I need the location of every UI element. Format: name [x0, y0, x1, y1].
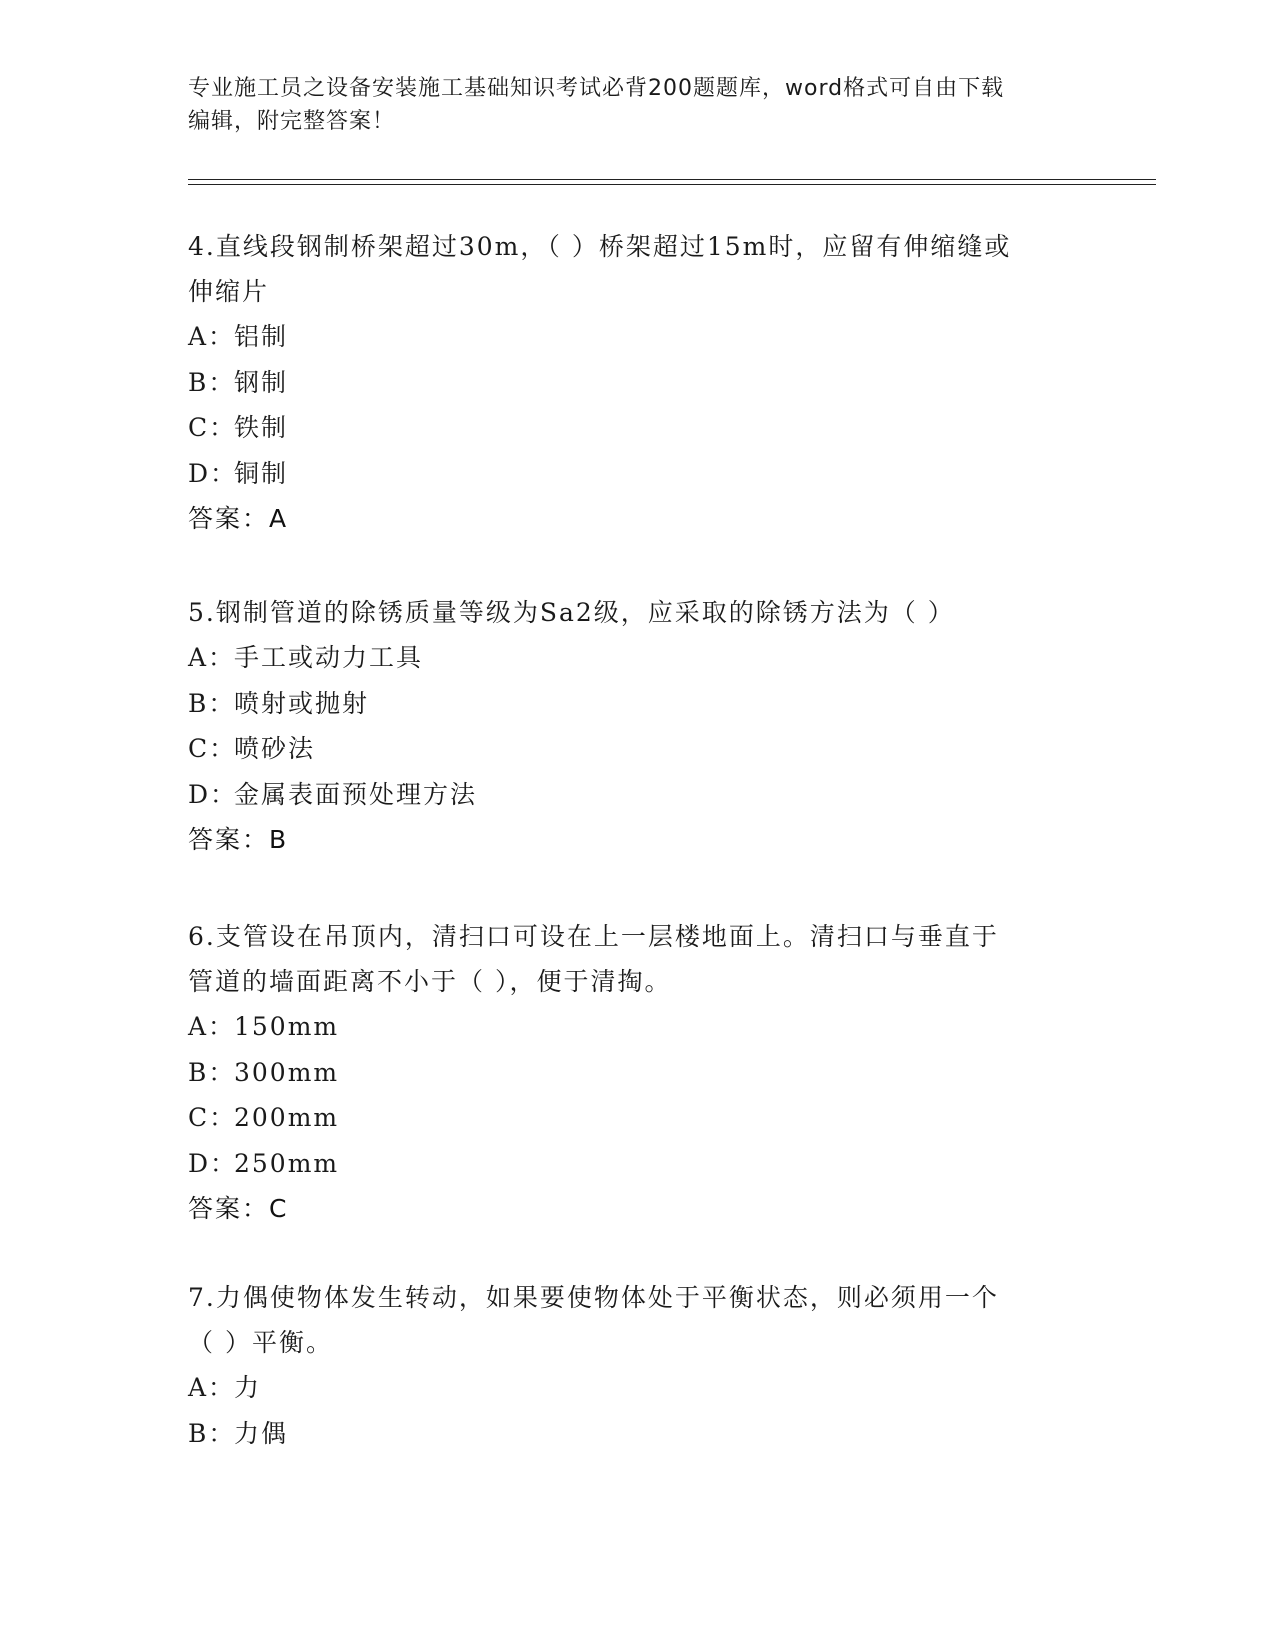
option-text: 钢制 — [234, 367, 289, 397]
option-d — [188, 451, 1068, 497]
answer-line: 答案：B — [188, 825, 289, 854]
option-text: 喷射或抛射 — [234, 688, 370, 718]
option-b — [188, 1050, 1068, 1096]
option-letter: B： — [188, 1057, 236, 1087]
option-a — [188, 314, 1068, 360]
header-title-line-1: 专业施工员之设备安装施工基础知识考试必背200题题库，word格式可自由下载 — [188, 76, 1005, 101]
option-letter: D： — [188, 1148, 238, 1178]
option-letter: B： — [188, 688, 236, 718]
question-block-5 — [188, 590, 1068, 863]
question-text-line-2: 伸缩片 — [188, 277, 270, 306]
question-text-line-1: 7.力偶使物体发生转动，如果要使物体处于平衡状态，则必须用一个 — [188, 1283, 999, 1312]
header-divider-top — [188, 179, 1156, 180]
option-b — [188, 681, 1068, 727]
option-c — [188, 405, 1068, 451]
answer-line: 答案：A — [188, 504, 289, 533]
option-text: 金属表面预处理方法 — [234, 779, 478, 809]
option-text: 250mm — [234, 1148, 340, 1178]
option-text: 铜制 — [234, 458, 289, 488]
question-block-6 — [188, 914, 1068, 1232]
option-text: 铁制 — [234, 413, 289, 442]
option-a — [188, 635, 1068, 681]
question-text-line-2: 管道的墙面距离不小于（ ），便于清掏。 — [188, 967, 672, 996]
answer-line: 答案：C — [188, 1194, 289, 1223]
question-block-7 — [188, 1275, 1068, 1456]
option-d — [188, 1141, 1068, 1187]
option-letter: C： — [188, 413, 237, 442]
option-text: 力偶 — [234, 1418, 289, 1448]
question-text-line-1: 6.支管设在吊顶内，清扫口可设在上一层楼地面上。清扫口与垂直于 — [188, 922, 999, 951]
question-text-line-2: （ ）平衡。 — [188, 1328, 333, 1357]
header-divider-bottom — [188, 184, 1156, 185]
option-text: 喷砂法 — [234, 734, 316, 763]
option-text: 300mm — [234, 1057, 340, 1087]
option-text: 力 — [234, 1373, 262, 1402]
option-letter: A： — [188, 1012, 236, 1041]
option-letter: C： — [188, 734, 237, 763]
question-text-line-1: 5.钢制管道的除锈质量等级为Sa2级，应采取的除锈方法为（ ） — [188, 598, 955, 627]
option-letter: A： — [188, 1373, 236, 1402]
option-text: 手工或动力工具 — [234, 643, 424, 672]
question-block-4 — [188, 224, 1068, 542]
header-title-line-2: 编辑，附完整答案！ — [188, 109, 396, 134]
option-letter: D： — [188, 779, 238, 809]
option-letter: B： — [188, 367, 236, 397]
option-c — [188, 726, 1068, 772]
option-c — [188, 1095, 1068, 1141]
document-header — [188, 72, 1068, 138]
option-letter: D： — [188, 458, 238, 488]
option-letter: A： — [188, 643, 236, 672]
option-b — [188, 360, 1068, 406]
option-text: 150mm — [234, 1012, 340, 1041]
option-text: 200mm — [234, 1103, 340, 1132]
option-letter: A： — [188, 322, 236, 351]
option-a — [188, 1365, 1068, 1411]
option-d — [188, 772, 1068, 818]
option-letter: B： — [188, 1418, 236, 1448]
question-text-line-1: 4.直线段钢制桥架超过30m，（ ）桥架超过15m时，应留有伸缩缝或 — [188, 232, 1012, 261]
option-b — [188, 1411, 1068, 1457]
option-letter: C： — [188, 1103, 237, 1132]
option-text: 铝制 — [234, 322, 289, 351]
option-a — [188, 1004, 1068, 1050]
